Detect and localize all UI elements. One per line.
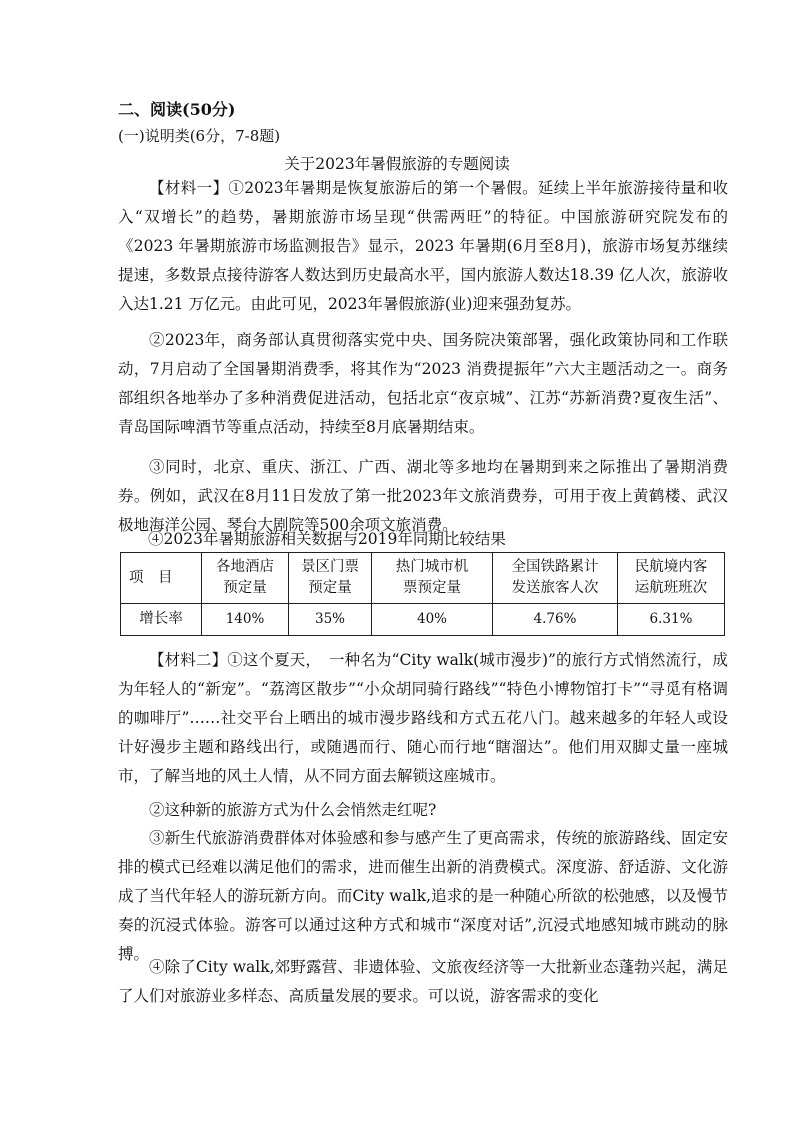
- article-title: 关于2023年暑假旅游的专题阅读: [284, 155, 510, 173]
- table-caption: ④2023年暑期旅游相关数据与2019年同期比较结果: [148, 530, 506, 548]
- table-cell: 40%: [372, 604, 493, 636]
- material1-paragraph-3: ③同时，北京、重庆、浙江、广西、湖北等多地均在暑期到来之际推出了暑期消费券。例如，武汉在8月11日发放了第一批2023年文旅消费券，可用于夜上黄鹤楼、武汉极地海洋公园、琴台大剧院等500余项文旅消费。: [118, 458, 728, 534]
- table-cell: 6.31%: [618, 604, 725, 636]
- header-line: 票预定量: [403, 580, 461, 596]
- header-line: 民航境内客: [634, 559, 708, 575]
- table-cell: 4.76%: [493, 604, 618, 636]
- table-cell: 35%: [289, 604, 372, 636]
- table-corner-cell: 项 目: [121, 553, 202, 604]
- header-line: 各地酒店: [216, 559, 274, 575]
- material2-paragraph-4: ④除了City walk,郊野露营、非遗体验、文旅夜经济等一大批新业态蓬勃兴起，满足了人们对旅游业多样态、高质量发展的要求。可以说，游客需求的变化: [118, 958, 728, 1005]
- header-line: 预定量: [223, 580, 267, 596]
- material2-paragraph-3: ③新生代旅游消费群体对体验感和参与感产生了更高需求，传统的旅游路线、固定安排的模式已经难以满足他们的需求，进而催生出新的消费模式。深度游、舒适游、文化游成了当代年轻人的游玩新方向。而City walk,追求的是一种随心所欲的松弛感，以及慢节奏的沉浸式体验。游客可以通过这种方式和城市“深度对话”,沉浸式地感知城市跳动的脉搏。: [118, 829, 728, 963]
- material1-paragraph-1: 【材料一】①2023年暑期是恢复旅游后的第一个暑假。延续上半年旅游接待量和收入“双增长”的趋势，暑期旅游市场呈现“供需两旺”的特征。中国旅游研究院发布的《2023 年暑期旅游市场监测报告》显示，2023 年暑期(6月至8月)，旅游市场复苏继续提速，多数景点接待游客人数达到历史最高水平，国内旅游人数达18.39 亿人次，旅游收入达1.21 万亿元。由此可见，2023年暑假旅游(业)迎来强劲复苏。: [118, 179, 728, 313]
- header-line: 预定量: [308, 580, 352, 596]
- header-line: 发送旅客人次: [511, 580, 599, 596]
- header-line: 全国铁路累计: [511, 559, 599, 575]
- table-header-cell: [372, 553, 493, 604]
- header-line: 热门城市机: [395, 559, 469, 575]
- header-line: 景区门票: [301, 559, 359, 575]
- section-heading: 二、阅读(50分): [118, 100, 236, 119]
- material2-paragraph-1: 【材料二】①这个夏天， 一种名为“City walk(城市漫步)”的旅行方式悄然流行，成为年轻人的“新宠”。“荔湾区散步”“小众胡同骑行路线”“特色小博物馆打卡”“寻觅有格调的咖啡厅”……社交平台上晒出的城市漫步路线和方式五花八门。越来越多的年轻人或设计好漫步主题和路线出行，或随遇而行、随心而行地“瞎溜达”。他们用双脚丈量一座城市，了解当地的风土人情，从不同方面去解锁这座城市。: [118, 651, 728, 785]
- table-header-cell: [493, 553, 618, 604]
- comparison-table: [120, 552, 725, 636]
- table-header-row: [121, 553, 725, 604]
- material2-paragraph-2: ②这种新的旅游方式为什么会悄然走红呢?: [149, 801, 437, 819]
- table-header-cell: [289, 553, 372, 604]
- table-header-cell: [202, 553, 289, 604]
- table-cell: 140%: [202, 604, 289, 636]
- table-row: [121, 604, 725, 636]
- header-line: 运航班班次: [634, 580, 708, 596]
- section-subheading: (一)说明类(6分，7-8题): [118, 127, 281, 145]
- table-header-cell: [618, 553, 725, 604]
- material1-paragraph-2: ②2023年，商务部认真贯彻落实党中央、国务院决策部署，强化政策协同和工作联动，7月启动了全国暑期消费季，将其作为“2023 消费提振年”六大主题活动之一。商务部组织各地举办了多种消费促进活动，包括北京“夜京城”、江苏“苏新消费?夏夜生活”、青岛国际啤酒节等重点活动，持续至8月底暑期结束。: [118, 331, 728, 436]
- row-label-cell: 增长率: [121, 604, 202, 636]
